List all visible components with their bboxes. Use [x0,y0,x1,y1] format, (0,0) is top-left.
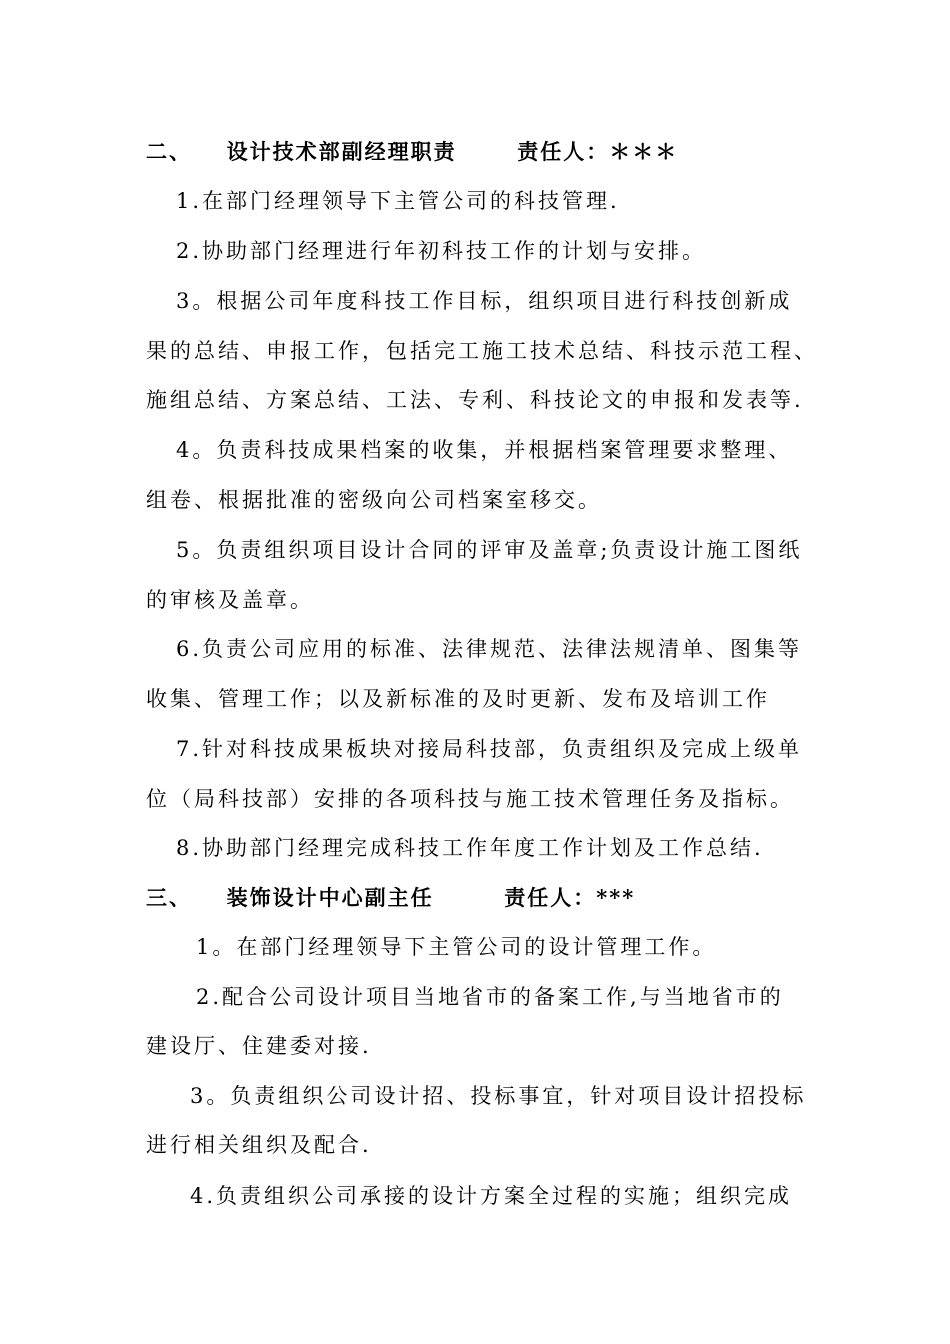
section-3-title: 装饰设计中心副主任 [226,885,434,910]
section-2-line-11: 收集、管理工作；以及新标准的及时更新、发布及培训工作 [146,687,770,711]
section-3-line-3: 建设厅、住建委对接. [146,1034,372,1058]
section-3-line-5: 进行相关组织及配合. [146,1133,372,1157]
section-2-line-14: 8.协助部门经理完成科技工作年度工作计划及工作总结. [176,836,764,860]
section-2-line-1: 1.在部门经理领导下主管公司的科技管理. [176,189,620,213]
section-3-line-1: 1。在部门经理领导下主管公司的设计管理工作。 [196,935,717,959]
section-3-line-2: 2.配合公司设计项目当地省市的备案工作,与当地省市的 [196,985,784,1009]
section-2-line-10: 6.负责公司应用的标准、法律规范、法律法规清单、图集等 [176,637,803,661]
section-2-line-5: 施组总结、方案总结、工法、专利、科技论文的申报和发表等. [146,388,804,412]
section-2-owner: 责任人：＊＊＊ [517,139,679,164]
section-3-number: 三、 [146,885,192,910]
section-2-heading [146,137,678,167]
section-2-title: 设计技术部副经理职责 [226,139,457,164]
section-2-line-4: 果的总结、申报工作，包括完工施工技术总结、科技示范工程、 [146,339,818,363]
section-2-number: 二、 [146,139,192,164]
section-3-heading [146,883,635,913]
section-2-line-13: 位（局科技部）安排的各项科技与施工技术管理任务及指标。 [146,787,794,811]
section-3-line-6: 4.负责组织公司承接的设计方案全过程的实施；组织完成 [190,1184,793,1208]
section-3-owner: 责任人：*** [504,885,636,910]
section-2-line-9: 的审核及盖章。 [146,588,314,612]
section-2-line-2: 2.协助部门经理进行年初科技工作的计划与安排。 [176,239,707,263]
section-2-line-7: 组卷、根据批准的密级向公司档案室移交。 [146,488,602,512]
section-2-line-3: 3。根据公司年度科技工作目标，组织项目进行科技创新成 [176,289,793,313]
section-2-line-6: 4。负责科技成果档案的收集，并根据档案管理要求整理、 [176,438,793,462]
section-2-line-12: 7.针对科技成果板块对接局科技部，负责组织及完成上级单 [176,737,803,761]
section-2-line-8: 5。负责组织项目设计合同的评审及盖章;负责设计施工图纸 [176,538,803,562]
section-3-line-4: 3。负责组织公司设计招、投标事宜，针对项目设计招投标 [190,1084,807,1108]
